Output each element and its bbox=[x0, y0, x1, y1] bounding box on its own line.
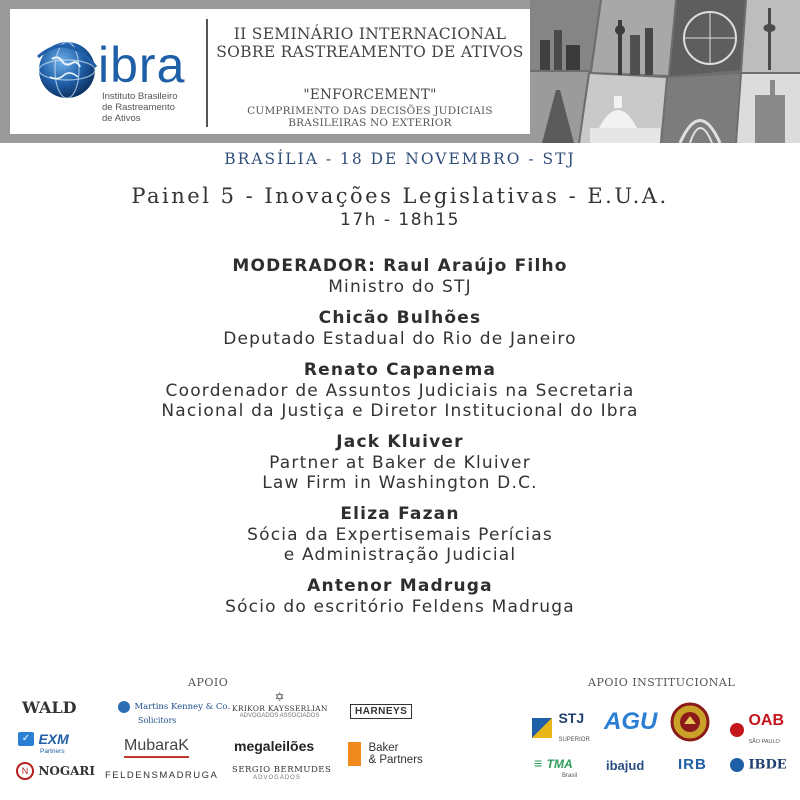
krikor-sub: ADVOGADOS ASSOCIADOS bbox=[239, 713, 320, 719]
stj-name bbox=[558, 710, 589, 746]
tma-logo bbox=[534, 755, 577, 779]
harneys-logo: HARNEYS bbox=[350, 704, 412, 719]
tma-icon: ≡ bbox=[534, 755, 543, 771]
speaker-role: Nacional da Justiça e Diretor Institucional do Ibra bbox=[161, 401, 639, 421]
header-divider bbox=[206, 19, 208, 127]
speaker-item bbox=[0, 360, 800, 421]
speaker-name: MODERADOR: Raul Araújo Filho bbox=[232, 256, 568, 276]
nogari-logo bbox=[16, 762, 95, 780]
martins-kenney-icon bbox=[118, 701, 130, 713]
nogari-name: NOGARI bbox=[38, 764, 96, 778]
globe-icon bbox=[34, 37, 100, 103]
exm-logo bbox=[18, 730, 69, 755]
seminar-subtitle-line: CUMPRIMENTO DAS DECISÕES JUDICIAIS bbox=[247, 105, 493, 117]
tma-name: TMA bbox=[546, 757, 573, 771]
speaker-item bbox=[0, 576, 800, 617]
speaker-item bbox=[0, 256, 800, 297]
speaker-item bbox=[0, 504, 800, 565]
sergio-bermudes-logo bbox=[232, 765, 332, 781]
martins-kenney-name: Martins Kenney & Co. bbox=[134, 701, 231, 712]
event-date: BRASÍLIA - 18 DE NOVEMBRO - STJ bbox=[224, 150, 576, 168]
seminar-subtitle-line: BRASILEIRAS NO EXTERIOR bbox=[288, 117, 452, 129]
seminar-title bbox=[210, 25, 530, 61]
seminar-title-line: SOBRE RASTREAMENTO DE ATIVOS bbox=[216, 43, 524, 61]
check-icon: ✓ bbox=[18, 732, 34, 746]
ibde-logo bbox=[730, 756, 787, 774]
baker-partners-logo bbox=[348, 742, 423, 766]
apoio-label: APOIO bbox=[188, 676, 229, 689]
oab-name bbox=[748, 712, 784, 748]
speaker-role: Partner at Baker de Kluiver bbox=[269, 453, 531, 473]
enforcement-title: "ENFORCEMENT" bbox=[303, 87, 437, 103]
header-banner bbox=[0, 0, 800, 143]
exm-name: EXM bbox=[38, 730, 69, 747]
speaker-list bbox=[0, 256, 800, 628]
panel-time: 17h - 18h15 bbox=[340, 210, 460, 230]
ibde-name: IBDE bbox=[748, 757, 787, 773]
exm-sub: Partners bbox=[40, 748, 65, 755]
megaleiloes-logo: megaleilões bbox=[234, 738, 315, 754]
baker-name bbox=[368, 742, 422, 766]
speaker-name: Eliza Fazan bbox=[340, 504, 460, 524]
ibra-logo bbox=[34, 29, 194, 129]
mubarak-logo: MubaraK bbox=[124, 737, 189, 758]
speaker-name: Chicão Bulhões bbox=[318, 308, 482, 328]
martins-kenney-sub: Solicitors bbox=[138, 716, 177, 725]
stj-sub: SUPERIOR bbox=[558, 737, 590, 743]
speaker-role: e Administração Judicial bbox=[283, 545, 517, 565]
krikor-logo bbox=[232, 690, 327, 719]
oab-sub: SÃO PAULO bbox=[748, 739, 780, 745]
ibde-icon bbox=[730, 758, 744, 772]
speaker-item bbox=[0, 432, 800, 493]
speaker-name: Renato Capanema bbox=[303, 360, 497, 380]
krikor-name: KRIKOR KAYSSERLIAN bbox=[232, 704, 328, 713]
speaker-role: Coordenador de Assuntos Judiciais na Secretaria bbox=[165, 381, 635, 401]
bermudes-sub: ADVOGADOS bbox=[253, 775, 301, 781]
stj-text: STJ bbox=[558, 710, 585, 726]
logo-subtitle-line: de Rastreamento bbox=[102, 102, 175, 113]
agu-logo: AGU bbox=[604, 708, 658, 735]
wald-logo: WALD bbox=[22, 698, 77, 717]
ibajud-logo: ibajud bbox=[606, 758, 645, 773]
speaker-role: Ministro do STJ bbox=[328, 277, 472, 297]
speaker-role: Law Firm in Washington D.C. bbox=[262, 473, 538, 493]
baker-name-line: & Partners bbox=[368, 754, 423, 766]
speaker-role: Sócio do escritório Feldens Madruga bbox=[225, 597, 575, 617]
bermudes-name: SERGIO BERMUDES bbox=[232, 765, 332, 775]
oab-logo bbox=[730, 712, 784, 748]
martins-kenney-logo bbox=[118, 698, 231, 725]
tma-sub: Brasil bbox=[562, 773, 578, 779]
stj-icon bbox=[532, 718, 552, 738]
speaker-item bbox=[0, 308, 800, 349]
oab-text: OAB bbox=[748, 712, 785, 729]
stj-logo bbox=[532, 710, 590, 746]
speaker-name: Jack Kluiver bbox=[336, 432, 464, 452]
seminar-title-line: II SEMINÁRIO INTERNACIONAL bbox=[233, 25, 507, 43]
speaker-name: Antenor Madruga bbox=[307, 576, 493, 596]
baker-icon bbox=[348, 742, 361, 766]
apoio-institucional-label: APOIO INSTITUCIONAL bbox=[588, 676, 736, 689]
krikor-icon: ✡ bbox=[274, 690, 285, 704]
feldens-madruga-logo: FELDENSMADRUGA bbox=[105, 770, 219, 781]
logo-subtitle-line: Instituto Brasileiro bbox=[102, 91, 178, 102]
speaker-role: Sócia da Expertisemais Perícias bbox=[247, 525, 553, 545]
header-panel bbox=[10, 9, 530, 134]
seal-logo bbox=[670, 702, 710, 742]
baker-name-line: Baker bbox=[368, 742, 399, 754]
seminar-subtitle bbox=[210, 105, 530, 129]
nogari-icon: N bbox=[16, 762, 34, 780]
logo-wordmark: ibra bbox=[98, 37, 186, 93]
city-collage-image bbox=[530, 0, 800, 143]
oab-icon bbox=[730, 723, 744, 737]
logo-subtitle bbox=[102, 91, 178, 124]
irb-logo: IRB bbox=[678, 756, 707, 773]
logo-subtitle-line: de Ativos bbox=[102, 113, 141, 124]
speaker-role: Deputado Estadual do Rio de Janeiro bbox=[223, 329, 577, 349]
panel-title: Painel 5 - Inovações Legislativas - E.U.A. bbox=[131, 184, 669, 208]
